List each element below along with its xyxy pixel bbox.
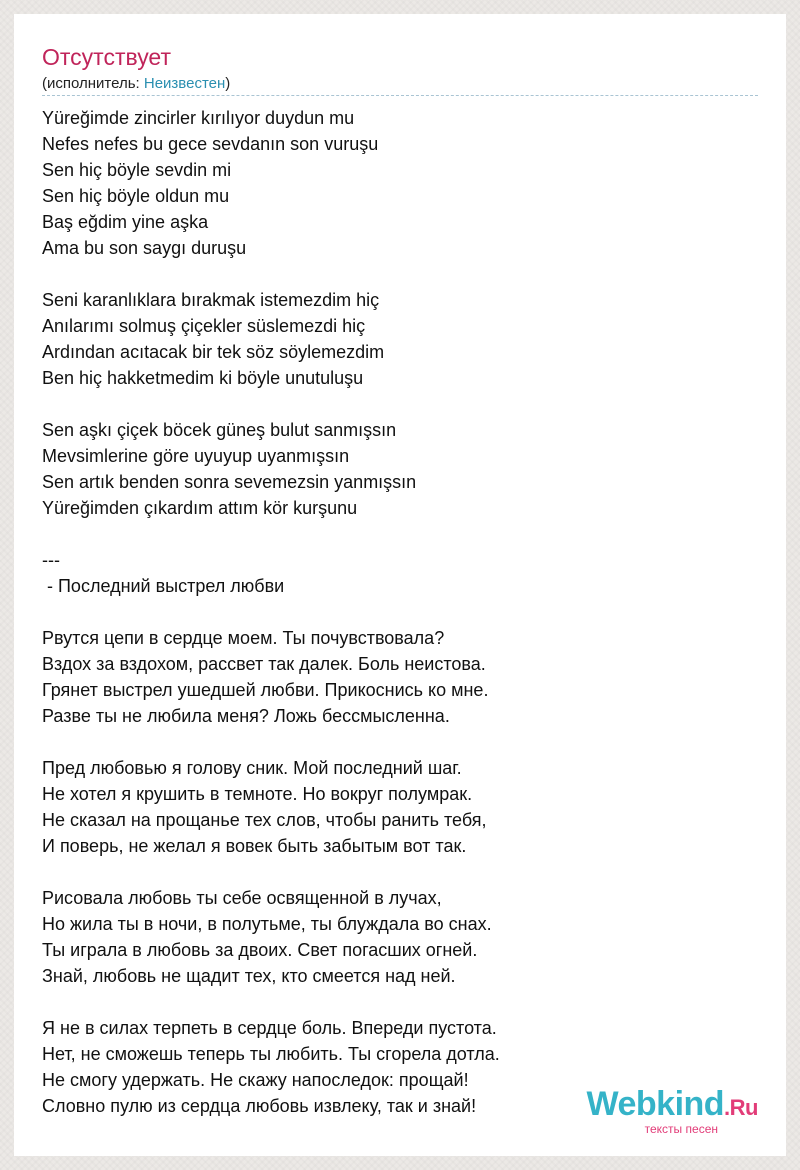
lyric-line: Не сказал на прощанье тех слов, чтобы ранить тебя,: [42, 810, 487, 830]
logo-tld: .Ru: [724, 1095, 758, 1120]
lyric-line: Baş eğdim yine aşka: [42, 212, 209, 232]
lyric-line: [42, 391, 762, 417]
lyric-line: Словно пулю из сердца любовь извлеку, так и знай!: [42, 1096, 477, 1116]
lyric-line: Sen artık benden sonra sevemezsin yanmışsın: [42, 472, 417, 492]
artist-suffix: ): [225, 75, 231, 92]
lyric-line: Yüreğimde zincirler kırılıyor duydun mu: [42, 108, 355, 128]
lyric-line: Нет, не сможешь теперь ты любить. Ты сгорела дотла.: [42, 1044, 500, 1064]
logo-name: Webkind: [586, 1085, 725, 1123]
lyric-line: - Последний выстрел любви: [42, 576, 285, 596]
lyric-line: Yüreğimden çıkardım attım kör kurşunu: [42, 498, 358, 518]
artist-line: [42, 74, 758, 96]
lyric-line: Ты играла в любовь за двоих. Свет погасших огней.: [42, 940, 478, 960]
lyric-line: Знай, любовь не щадит тех, кто смеется над ней.: [42, 966, 456, 986]
logo-tagline: тексты песен: [644, 1122, 718, 1136]
lyric-line: Nefes nefes bu gece sevdanın son vuruşu: [42, 134, 379, 154]
lyric-line: ---: [42, 550, 60, 570]
artist-link[interactable]: Неизвестен: [143, 75, 226, 92]
artist-prefix: (исполнитель:: [42, 75, 144, 92]
lyric-line: Вздох за вздохом, рассвет так далек. Боль неистова.: [42, 654, 486, 674]
site-logo[interactable]: [587, 1087, 759, 1136]
lyric-line: [42, 599, 762, 625]
song-title: Отсутствует: [42, 44, 171, 70]
lyric-line: Sen aşkı çiçek böcek güneş bulut sanmışsın: [42, 420, 397, 440]
lyric-line: Я не в силах терпеть в сердце боль. Впереди пустота.: [42, 1018, 497, 1038]
lyric-line: Рисовала любовь ты себе освященной в лучах,: [42, 888, 442, 908]
logo-wordmark: [587, 1087, 759, 1125]
lyric-line: [42, 729, 762, 755]
lyric-line: Ama bu son saygı duruşu: [42, 238, 247, 258]
lyric-line: Sen hiç böyle oldun mu: [42, 186, 230, 206]
lyric-line: [42, 989, 762, 1015]
lyric-line: Mevsimlerine göre uyuyup uyanmışsın: [42, 446, 350, 466]
lyrics-text: [42, 105, 762, 1119]
lyric-line: Anılarımı solmuş çiçekler süslemezdi hiç: [42, 316, 366, 336]
lyric-line: Sen hiç böyle sevdin mi: [42, 160, 232, 180]
lyric-line: И поверь, не желал я вовек быть забытым вот так.: [42, 836, 467, 856]
lyric-line: Но жила ты в ночи, в полутьме, ты блуждала во снах.: [42, 914, 492, 934]
lyric-line: Пред любовью я голову сник. Мой последний шаг.: [42, 758, 462, 778]
lyric-line: Грянет выстрел ушедшей любви. Прикоснись ко мне.: [42, 680, 489, 700]
lyric-line: [42, 261, 762, 287]
lyric-line: Seni karanlıklara bırakmak istemezdim hiç: [42, 290, 380, 310]
lyric-line: Разве ты не любила меня? Ложь бессмысленна.: [42, 706, 450, 726]
lyrics-card: [14, 14, 786, 1156]
lyric-line: Не хотел я крушить в темноте. Но вокруг полумрак.: [42, 784, 473, 804]
lyric-line: Не смогу удержать. Не скажу напоследок: прощай!: [42, 1070, 469, 1090]
lyric-line: Ben hiç hakketmedim ki böyle unutuluşu: [42, 368, 364, 388]
lyric-line: [42, 521, 762, 547]
lyric-line: Рвутся цепи в сердце моем. Ты почувствовала?: [42, 628, 445, 648]
lyric-line: Ardından acıtacak bir tek söz söylemezdim: [42, 342, 385, 362]
lyric-line: [42, 859, 762, 885]
